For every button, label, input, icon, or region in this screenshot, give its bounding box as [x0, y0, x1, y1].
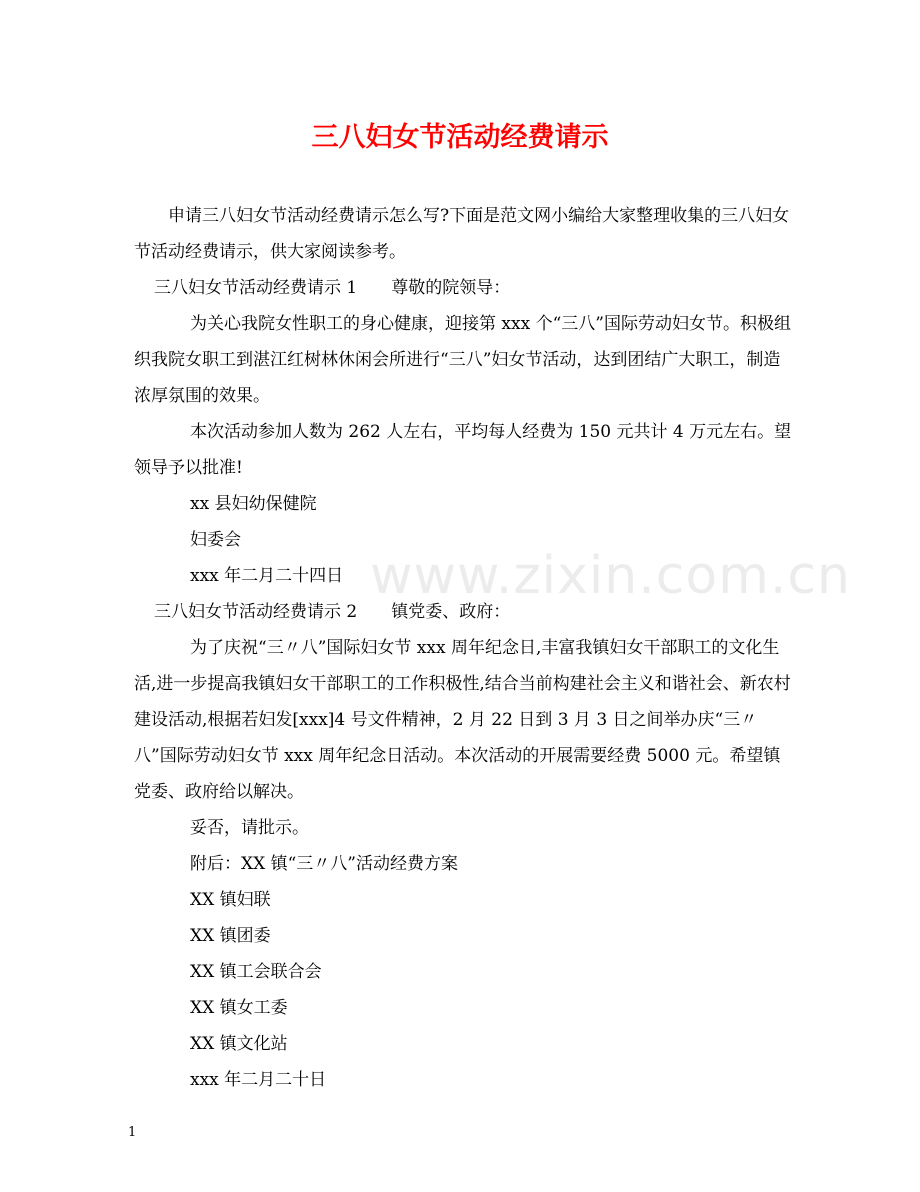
section2-signature-culture-station: XX 镇文化站	[190, 1034, 288, 1054]
document-body	[134, 198, 792, 1098]
section1-signature-date: xxx 年二月二十四日	[190, 566, 344, 586]
document-title: 三八妇女节活动经费请示	[311, 122, 609, 153]
section1-heading: 三八妇女节活动经费请示 1	[154, 278, 358, 298]
section1-signature-committee: 妇委会	[190, 530, 241, 550]
watermark: www.zixin.com.cn	[370, 546, 851, 606]
section2-heading-line	[134, 594, 792, 630]
page-number: 1	[128, 1125, 137, 1140]
section2-signature-female-workers: XX 镇女工委	[190, 998, 288, 1018]
section2-signature-date: xxx 年二月二十日	[190, 1070, 327, 1090]
section2-paragraph: 为了庆祝“三〃八”国际妇女节 xxx 周年纪念日,丰富我镇妇女干部职工的文化生活,进一步提高我镇妇女干部职工的工作积极性,结合当前构建社会主义和谐社会、新农村建设活动,根据若妇发[xxx]4 号文件精神，2 月 22 日到 3 月 3 日之间举办庆“三〃八”国际劳动妇女节 xxx 周年纪念日活动。本次活动的开展需要经费 5000 元。希望镇党委、政府给以解决。	[134, 638, 791, 802]
section2-salutation: 镇党委、政府：	[391, 602, 511, 622]
section2-signature-youth-league: XX 镇团委	[190, 926, 271, 946]
section1-signature-org: xx 县妇幼保健院	[190, 494, 317, 514]
section1-salutation: 尊敬的院领导：	[391, 278, 511, 298]
section2-heading: 三八妇女节活动经费请示 2	[154, 602, 358, 622]
intro-paragraph: 申请三八妇女节活动经费请示怎么写?下面是范文网小编给大家整理收集的三八妇女节活动经费请示，供大家阅读参考。	[134, 206, 790, 262]
section2-attachment: 附后：XX 镇“三〃八”活动经费方案	[190, 854, 458, 874]
section2-signature-trade-union: XX 镇工会联合会	[190, 962, 322, 982]
section2-closing: 妥否，请批示。	[190, 818, 309, 838]
section1-paragraph-2: 本次活动参加人数为 262 人左右，平均每人经费为 150 元共计 4 万元左右。望领导予以批准!	[134, 422, 792, 478]
section1-heading-line	[134, 270, 792, 306]
section1-paragraph-1: 为关心我院女性职工的身心健康，迎接第 xxx 个“三八”国际劳动妇女节。积极组织我院女职工到湛江红树林休闲会所进行“三八”妇女节活动，达到团结广大职工，制造浓厚氛围的效果。	[134, 314, 791, 406]
section2-signature-women-federation: XX 镇妇联	[190, 890, 271, 910]
